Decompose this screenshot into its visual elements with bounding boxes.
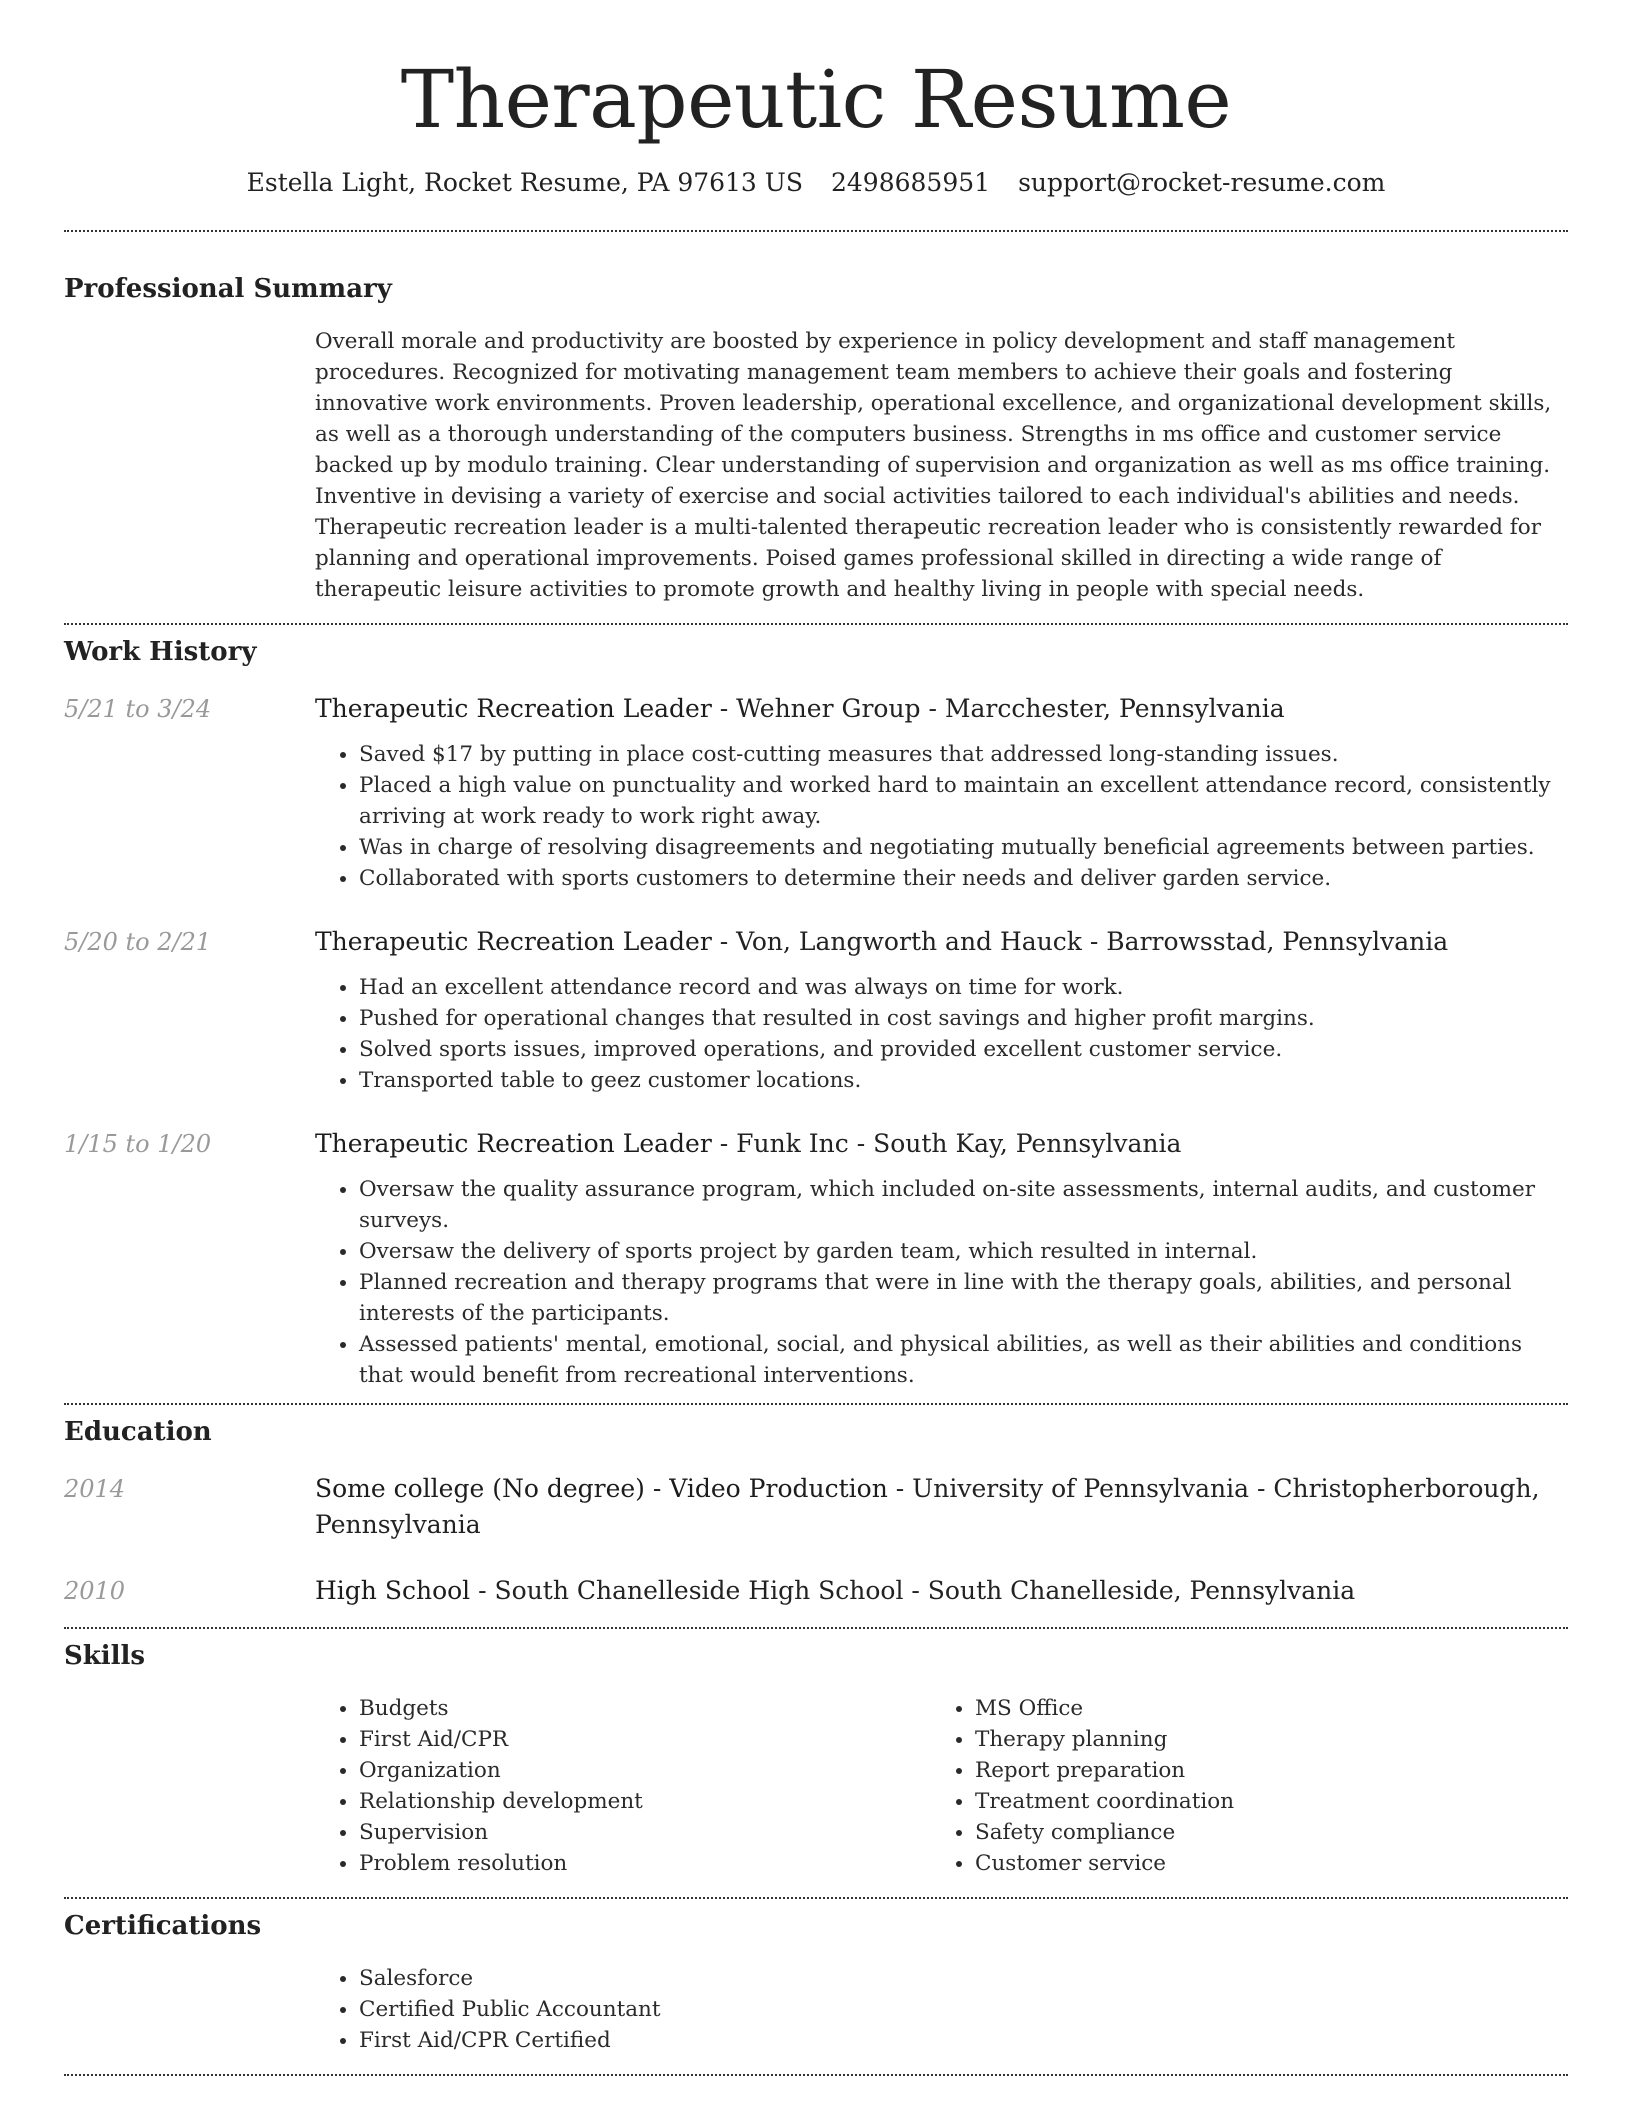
job-bullets xyxy=(315,1174,1568,1391)
resume-header xyxy=(64,0,1568,200)
job-body xyxy=(315,691,1568,894)
summary-body xyxy=(315,326,1568,605)
contact-line xyxy=(64,166,1568,200)
job-role: Therapeutic Recreation Leader xyxy=(315,1129,712,1158)
list-item: • Was in charge of resolving disagreements and negotiating mutually beneficial agreements between parties. xyxy=(359,832,1568,863)
education-body xyxy=(315,1573,1568,1609)
education-year: 2014 xyxy=(64,1475,126,1503)
resume-title: Therapeutic Resume xyxy=(400,53,1232,146)
job-body xyxy=(315,924,1568,1096)
list-item: • Oversaw the delivery of sports project by garden team, which resulted in internal. xyxy=(359,1236,1568,1267)
education-heading: Education xyxy=(64,1417,212,1447)
job-entry xyxy=(64,691,1568,894)
list-item: • First Aid/CPR Certified xyxy=(359,2025,1568,2056)
list-item: • Certified Public Accountant xyxy=(359,1994,1568,2025)
list-item: • Problem resolution xyxy=(359,1848,931,1879)
certifications-section xyxy=(64,1899,1568,2056)
list-item: • Salesforce xyxy=(359,1963,1568,1994)
job-details: - Von, Langworth and Hauck - Barrowsstad, Pennsylvania xyxy=(711,927,1449,956)
contact-phone: 2498685951 xyxy=(831,168,991,197)
certifications-body xyxy=(315,1963,1568,2056)
contact-address: Estella Light, Rocket Resume, PA 97613 US xyxy=(246,168,803,197)
list-item: • Saved $17 by putting in place cost-cutting measures that addressed long-standing issues. xyxy=(359,739,1568,770)
list-item: • Placed a high value on punctuality and worked hard to maintain an excellent attendance record, consistently arriving at work ready to work right away. xyxy=(359,770,1568,832)
list-item: • First Aid/CPR xyxy=(359,1724,931,1755)
education-degree: High School xyxy=(315,1576,471,1605)
job-details: - Wehner Group - Marcchester, Pennsylvania xyxy=(711,694,1285,723)
skills-list-right xyxy=(931,1693,1547,1879)
education-entry xyxy=(64,1573,1568,1609)
list-item: • Budgets xyxy=(359,1693,931,1724)
education-entry xyxy=(64,1471,1568,1543)
summary-text: Overall morale and productivity are boosted by experience in policy development and staff management procedures. Recognized for motivating management team members to achieve their goals and fostering innovative work environments. Proven leadership, operational excellence, and organizational development skills, as well as a thorough understanding of the computers business. Strengths in ms office and customer service backed up by modulo training. Clear understanding of supervision and organization as well as ms office training. Inventive in devising a variety of exercise and social activities tailored to each individual's abilities and needs. Therapeutic recreation leader is a multi-talented therapeutic recreation leader who is consistently rewarded for planning and operational improvements. Poised games professional skilled in directing a wide range of therapeutic leisure activities to promote growth and healthy living in people with special needs. xyxy=(315,329,1552,602)
skills-list-left xyxy=(315,1693,931,1879)
list-item: • MS Office xyxy=(975,1693,1547,1724)
list-item: • Report preparation xyxy=(975,1755,1547,1786)
job-role: Therapeutic Recreation Leader xyxy=(315,927,712,956)
list-item: • Transported table to geez customer locations. xyxy=(359,1065,1568,1096)
list-item: • Solved sports issues, improved operations, and provided excellent customer service. xyxy=(359,1034,1568,1065)
contact-email[interactable]: support@rocket-resume.com xyxy=(1018,168,1386,197)
list-item: • Treatment coordination xyxy=(975,1786,1547,1817)
list-item: • Safety compliance xyxy=(975,1817,1547,1848)
education-year: 2010 xyxy=(64,1577,126,1605)
list-item: • Assessed patients' mental, emotional, social, and physical abilities, as well as their abilities and conditions that would benefit from recreational interventions. xyxy=(359,1329,1568,1391)
summary-section xyxy=(64,232,1568,605)
job-bullets xyxy=(315,739,1568,894)
education-body xyxy=(315,1471,1568,1543)
job-role: Therapeutic Recreation Leader xyxy=(315,694,712,723)
list-item: • Oversaw the quality assurance program, which included on-site assessments, internal audits, and customer surveys. xyxy=(359,1174,1568,1236)
list-item: • Relationship development xyxy=(359,1786,931,1817)
list-item: • Planned recreation and therapy programs that were in line with the therapy goals, abilities, and personal interests of the participants. xyxy=(359,1267,1568,1329)
job-entry xyxy=(64,1126,1568,1391)
job-dates: 5/20 to 2/21 xyxy=(64,928,212,956)
job-dates: 5/21 to 3/24 xyxy=(64,695,212,723)
certifications-list xyxy=(315,1963,1568,2056)
education-degree: Some college (No degree) - Video Production xyxy=(315,1474,888,1503)
job-details: - Funk Inc - South Kay, Pennsylvania xyxy=(711,1129,1182,1158)
job-body xyxy=(315,1126,1568,1391)
skills-section xyxy=(64,1629,1568,1879)
job-title xyxy=(315,924,1568,960)
skills-heading: Skills xyxy=(64,1641,146,1671)
list-item: • Had an excellent attendance record and was always on time for work. xyxy=(359,972,1568,1003)
work-heading: Work History xyxy=(64,637,257,667)
list-item: • Pushed for operational changes that resulted in cost savings and higher profit margins. xyxy=(359,1003,1568,1034)
list-item: • Collaborated with sports customers to determine their needs and deliver garden service. xyxy=(359,863,1568,894)
job-entry xyxy=(64,924,1568,1096)
job-title xyxy=(315,691,1568,727)
education-details: - University of Pennsylvania - Christopherborough, Pennsylvania xyxy=(315,1474,1540,1539)
list-item: • Supervision xyxy=(359,1817,931,1848)
summary-heading: Professional Summary xyxy=(64,274,392,304)
education-title xyxy=(315,1471,1568,1543)
list-item: • Customer service xyxy=(975,1848,1547,1879)
skills-grid xyxy=(315,1693,1568,1879)
certifications-heading: Certifications xyxy=(64,1911,262,1941)
job-title xyxy=(315,1126,1568,1162)
job-dates: 1/15 to 1/20 xyxy=(64,1130,212,1158)
list-item: • Therapy planning xyxy=(975,1724,1547,1755)
education-section xyxy=(64,1405,1568,1609)
education-title xyxy=(315,1573,1568,1609)
education-details: - South Chanelleside High School - South Chanelleside, Pennsylvania xyxy=(470,1576,1356,1605)
list-item: • Organization xyxy=(359,1755,931,1786)
job-bullets xyxy=(315,972,1568,1096)
work-section xyxy=(64,625,1568,1391)
certifications-divider xyxy=(64,2074,1568,2076)
